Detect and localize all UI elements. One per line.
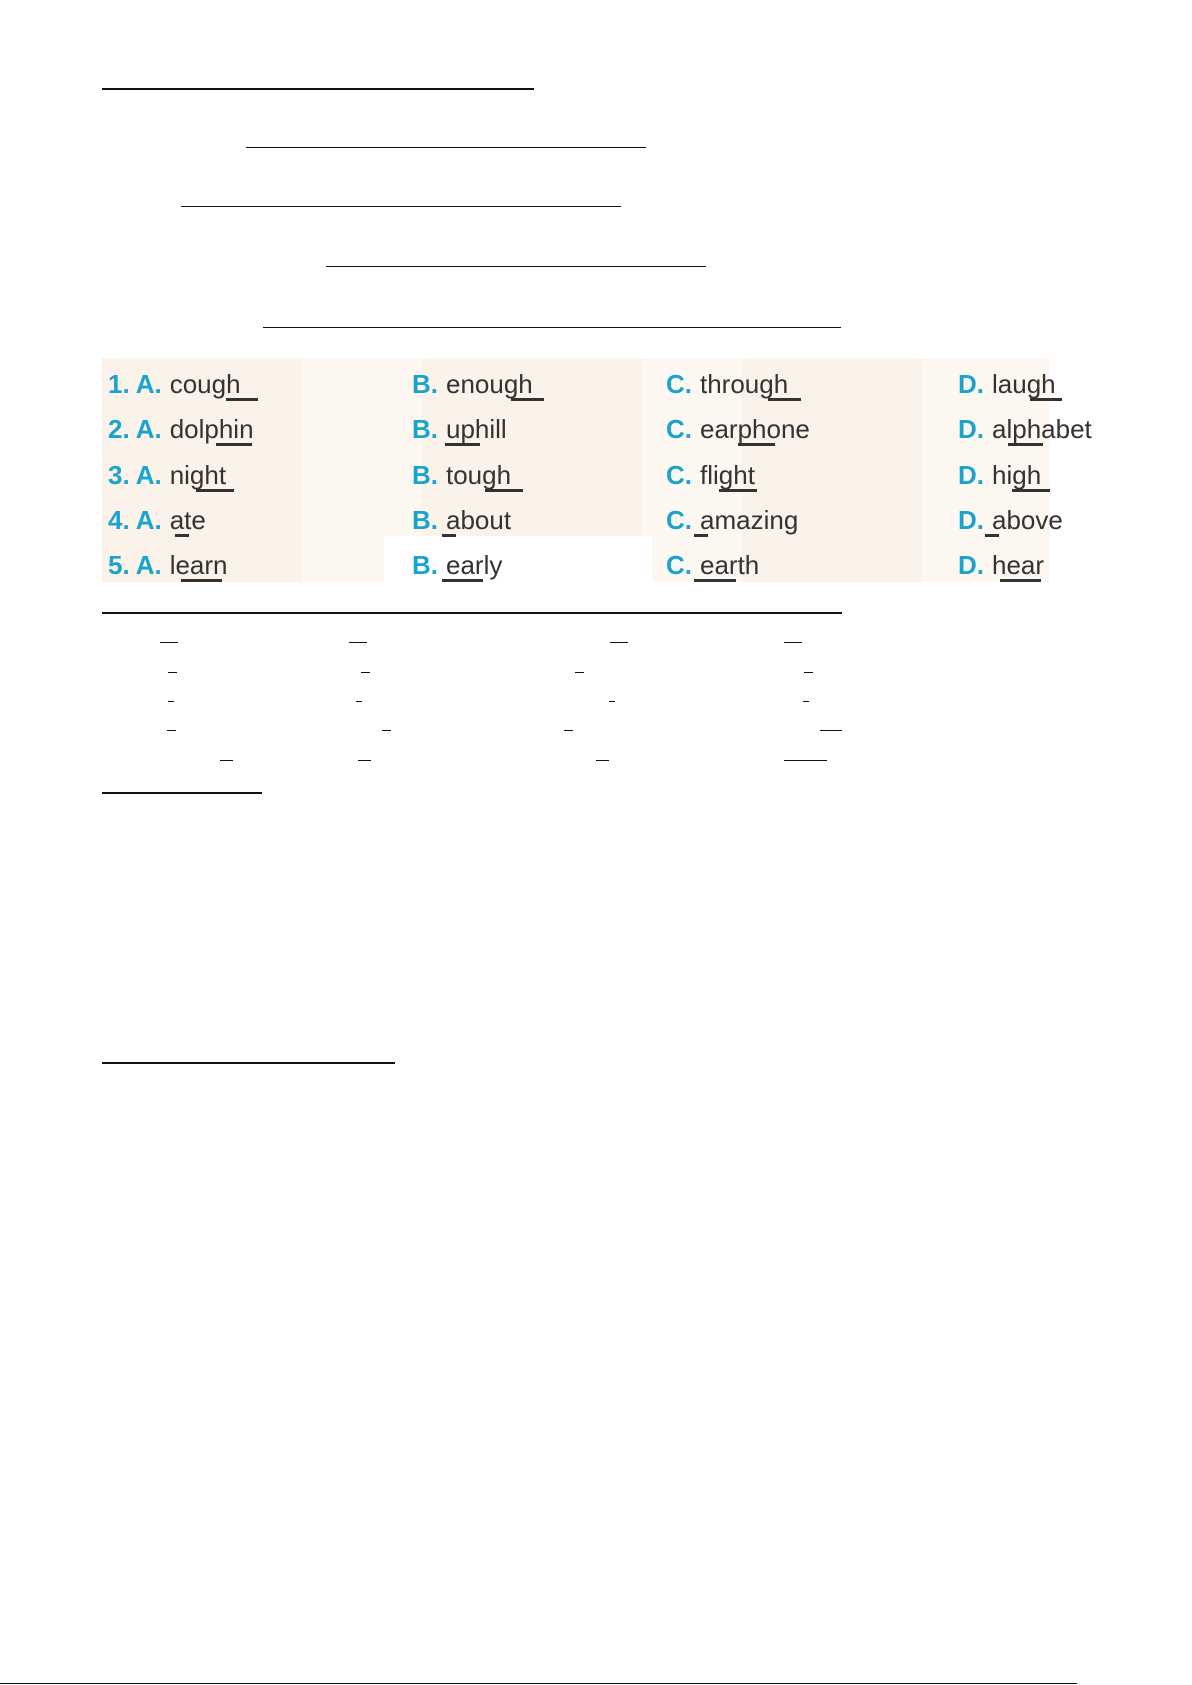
option-a [108, 364, 241, 404]
blank-line-2 [181, 206, 621, 207]
option-b [412, 500, 511, 540]
section-rule-4 [102, 1062, 395, 1064]
answer-mark [361, 672, 370, 673]
answer-mark [804, 672, 813, 673]
answer-mark [575, 672, 584, 673]
underline-mark [1008, 443, 1043, 446]
answer-mark [167, 730, 176, 731]
option-letter: D. [958, 460, 984, 490]
option-letter: D. [958, 550, 984, 580]
question-row [0, 455, 1120, 495]
underline-mark [511, 398, 544, 401]
question-row [0, 364, 1120, 404]
option-letter: A. [135, 460, 162, 490]
underline-mark [181, 579, 222, 582]
option-letter: C. [666, 460, 692, 490]
underline-mark [175, 534, 189, 537]
option-letter: B. [412, 369, 438, 399]
underline-mark [694, 579, 736, 582]
answer-mark [160, 642, 178, 643]
option-letter: C. [666, 414, 692, 444]
option-word: ate [169, 505, 206, 535]
option-word: uphill [446, 414, 507, 444]
underline-mark [738, 443, 775, 446]
answer-mark [382, 730, 391, 731]
underline-mark [768, 398, 801, 401]
question-row [0, 545, 1120, 585]
section-rule-3 [102, 792, 262, 794]
answer-mark [803, 701, 809, 702]
answer-mark [356, 701, 362, 702]
question-number: 1. [108, 369, 130, 399]
option-letter: A. [135, 369, 162, 399]
underline-mark [442, 579, 483, 582]
option-letter: A. [135, 550, 162, 580]
option-word: alphabet [992, 414, 1092, 444]
answer-mark [168, 701, 174, 702]
answer-mark [610, 642, 628, 643]
option-word: laugh [992, 369, 1056, 399]
underline-mark [226, 398, 258, 401]
answer-mark [168, 672, 177, 673]
underline-mark [196, 489, 234, 492]
option-letter: C. [666, 550, 692, 580]
option-word: through [700, 369, 789, 399]
underline-mark [445, 443, 480, 446]
option-c [666, 500, 798, 540]
option-word: about [446, 505, 512, 535]
answer-mark [609, 701, 615, 702]
answer-mark [784, 760, 827, 761]
option-word: learn [169, 550, 228, 580]
underline-mark [216, 443, 252, 446]
option-letter: B. [412, 505, 438, 535]
question-row [0, 409, 1120, 449]
answer-mark [349, 642, 367, 643]
answer-mark [820, 730, 842, 731]
section-rule-2 [102, 612, 842, 614]
option-letter: B. [412, 550, 438, 580]
answer-mark [596, 760, 609, 761]
option-word: earth [700, 550, 760, 580]
option-letter: D. [958, 369, 984, 399]
blank-line-3 [326, 266, 706, 267]
question-number: 3. [108, 460, 130, 490]
option-letter: A. [135, 505, 162, 535]
option-word: high [992, 460, 1042, 490]
option-word: tough [446, 460, 512, 490]
question-number: 5. [108, 550, 130, 580]
question-number: 4. [108, 505, 130, 535]
option-word: earphone [700, 414, 810, 444]
option-word: amazing [700, 505, 799, 535]
option-word: hear [992, 550, 1045, 580]
answer-mark [784, 642, 802, 643]
underline-mark [485, 489, 523, 492]
underline-mark [719, 489, 757, 492]
option-letter: A. [135, 414, 162, 444]
option-word: cough [169, 369, 241, 399]
underline-mark [1012, 489, 1050, 492]
option-a [108, 500, 206, 540]
answer-mark [564, 730, 573, 731]
option-word: above [992, 505, 1063, 535]
answer-mark [358, 760, 371, 761]
option-word: enough [446, 369, 533, 399]
blank-line-1 [246, 147, 646, 148]
option-letter: C. [666, 505, 692, 535]
question-number: 2. [108, 414, 130, 444]
underline-mark [442, 534, 456, 537]
option-letter: B. [412, 414, 438, 444]
question-row [0, 500, 1120, 540]
option-letter: D. [958, 505, 984, 535]
heading-rule [102, 88, 534, 90]
option-letter: B. [412, 460, 438, 490]
answer-mark [220, 760, 233, 761]
option-word: early [446, 550, 503, 580]
option-word: flight [700, 460, 755, 490]
option-d [958, 500, 1063, 540]
option-word: dolphin [169, 414, 254, 444]
option-letter: C. [666, 369, 692, 399]
blank-line-4 [263, 327, 841, 328]
underline-mark [1030, 398, 1062, 401]
option-word: night [169, 460, 227, 490]
underline-mark [985, 534, 999, 537]
underline-mark [694, 534, 708, 537]
option-letter: D. [958, 414, 984, 444]
underline-mark [1000, 579, 1041, 582]
footer-rule [0, 1683, 1077, 1684]
